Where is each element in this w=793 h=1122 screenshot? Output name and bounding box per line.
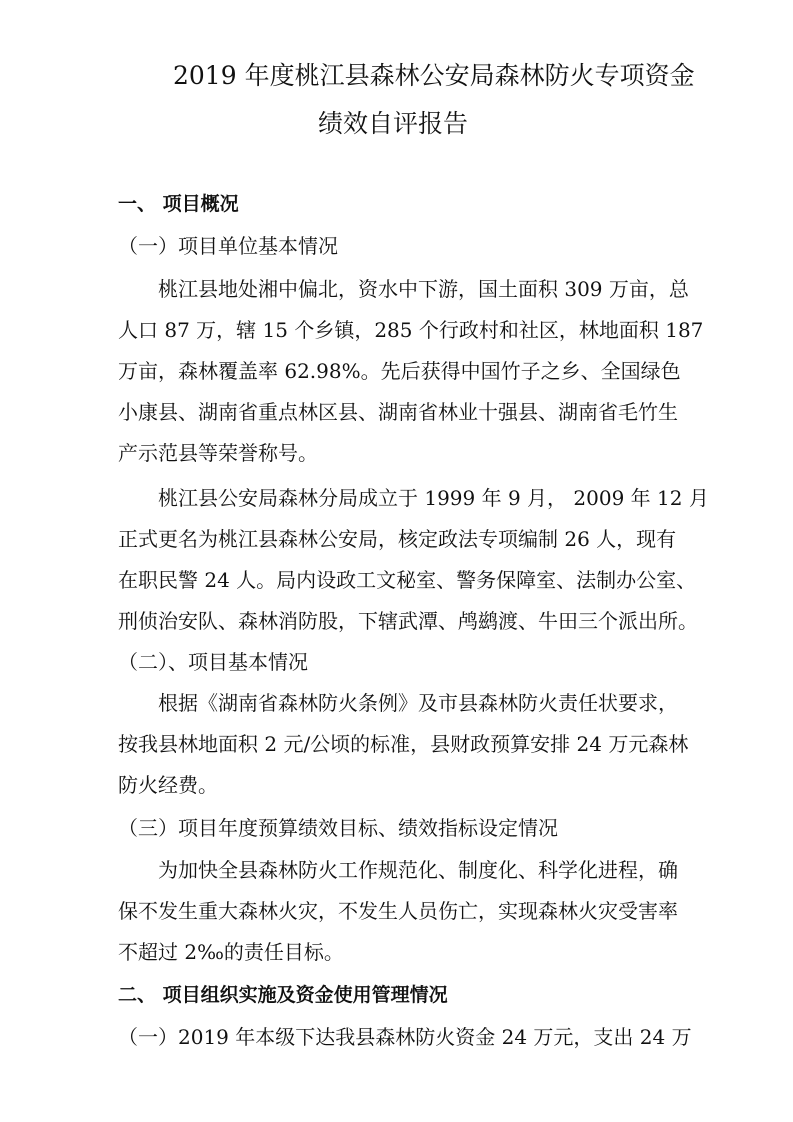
paragraph-1-line-4: 小康县、湖南省重点林区县、湖南省林业十强县、湖南省毛竹生 [118,400,678,424]
paragraph-1-line-1: 桃江县地处湘中偏北，资水中下游，国土面积 309 万亩，总 [158,277,689,301]
subsection-heading-2: （二）、项目基本情况 [118,650,308,674]
paragraph-1-line-2: 人口 87 万，辖 15 个乡镇，285 个行政村和社区，林地面积 187 [118,318,704,342]
paragraph-1-line-5: 产示范县等荣誉称号。 [118,441,318,465]
paragraph-3-line-2: 按我县林地面积 2 元/公顷的标准，县财政预算安排 24 万元森林 [118,732,689,756]
paragraph-5-line-1: （一）2019 年本级下达我县森林防火资金 24 万元，支出 24 万 [118,1025,692,1049]
paragraph-3-line-1: 根据《湖南省森林防火条例》及市县森林防火责任状要求， [158,691,678,715]
paragraph-4-line-2: 保不发生重大森林火灾，不发生人员伤亡，实现森林火灾受害率 [118,899,678,923]
paragraph-2-line-4: 刑侦治安队、森林消防股，下辖武潭、鸬鹚渡、牛田三个派出所。 [118,609,698,633]
section-heading-2: 二、 项目组织实施及资金使用管理情况 [118,984,448,1006]
title-line-1: 2019 年度桃江县森林公安局森林防火专项资金 [173,61,695,90]
paragraph-2-line-1: 桃江县公安局森林分局成立于 1999 年 9 月， 2009 年 12 月 [158,486,709,510]
paragraph-3-line-3: 防火经费。 [118,773,218,797]
section-heading-1: 一、 项目概况 [118,193,239,215]
paragraph-1-line-3: 万亩，森林覆盖率 62.98%。先后获得中国竹子之乡、全国绿色 [118,359,681,383]
title-line-2: 绩效自评报告 [318,109,469,138]
subsection-heading-3: （三）项目年度预算绩效目标、绩效指标设定情况 [118,816,558,840]
paragraph-2-line-2: 正式更名为桃江县森林公安局，核定政法专项编制 26 人，现有 [118,527,677,551]
paragraph-4-line-1: 为加快全县森林防火工作规范化、制度化、科学化进程，确 [158,858,678,882]
paragraph-2-line-3: 在职民警 24 人。局内设政工文秘室、警务保障室、法制办公室、 [118,568,697,592]
subsection-heading-1: （一）项目单位基本情况 [118,234,338,258]
paragraph-4-line-3: 不超过 2‰的责任目标。 [118,940,344,964]
